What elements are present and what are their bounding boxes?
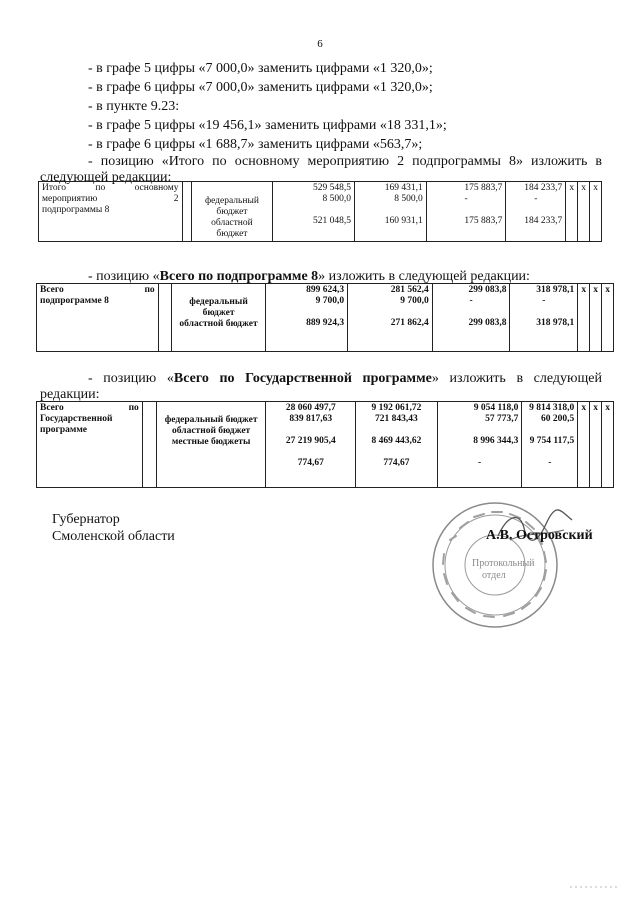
source-cell <box>191 182 273 242</box>
value: 175 883,7 <box>464 183 503 193</box>
value: - <box>464 194 468 204</box>
row-name-line: программе <box>40 425 88 435</box>
value: 9 054 118,0 <box>473 403 519 413</box>
governor-name: А.В. Островский <box>486 528 593 543</box>
x-cell: х <box>578 284 590 352</box>
value: 899 624,3 <box>306 285 345 295</box>
col5-cell <box>273 182 355 242</box>
empty-cell <box>158 284 171 352</box>
value: 281 562,4 <box>390 285 429 295</box>
table-main-event-2 <box>38 181 602 242</box>
governor-title <box>52 511 175 545</box>
col8-cell <box>506 182 566 242</box>
x-cell: х <box>602 402 614 488</box>
row-name-line: подпрограмме 8 <box>40 296 109 306</box>
value: 318 978,1 <box>536 285 575 295</box>
value: 318 978,1 <box>536 318 575 328</box>
intro-line-3: - в пункте 9.23: <box>88 99 180 114</box>
col7-cell <box>437 402 522 488</box>
source-federal: федеральный бюджет <box>189 297 248 318</box>
value: 271 862,4 <box>390 318 429 328</box>
paragraph-2-bold: Всего по подпрограмме 8 <box>159 269 319 284</box>
row-name-line: мероприятию 2 <box>42 194 179 204</box>
source-federal: федеральный бюджет <box>204 196 259 217</box>
col5-cell <box>266 402 356 488</box>
col7-cell <box>432 284 510 352</box>
value: 8 996 344,3 <box>473 436 519 446</box>
row-name-line: Всего по <box>40 285 155 295</box>
value: 8 500,0 <box>394 194 423 204</box>
paragraph-3-line-1 <box>40 371 602 387</box>
table-row <box>37 402 614 488</box>
paragraph-1-line-2: следующей редакции: <box>40 170 172 185</box>
value: - <box>548 458 552 468</box>
value: 721 843,43 <box>375 414 418 424</box>
x-cell: х <box>590 182 602 242</box>
source-cell <box>171 284 266 352</box>
table-subprogram-8 <box>36 283 614 352</box>
value: 175 883,7 <box>464 216 503 226</box>
x-cell: х <box>590 284 602 352</box>
value: - <box>534 194 538 204</box>
intro-line-1: - в графе 5 цифры «7 000,0» заменить цифрами «1 320,0»; <box>88 61 433 76</box>
source-regional: областной бюджет <box>179 319 258 329</box>
value: 60 200,5 <box>540 414 575 424</box>
value: 9 700,0 <box>315 296 345 306</box>
page-number: 6 <box>317 38 323 50</box>
source-local: местные бюджеты <box>171 437 251 447</box>
x-cell: х <box>590 402 602 488</box>
value: 169 431,1 <box>384 183 423 193</box>
value: 9 754 117,5 <box>529 436 575 446</box>
col8-cell <box>510 284 578 352</box>
footer-dotted-line <box>570 885 620 889</box>
col6-cell <box>356 402 438 488</box>
row-name-line: Всего по <box>40 403 139 413</box>
paragraph-3-bold: Всего по Государственной программе <box>173 371 432 386</box>
paragraph-2-suffix: » изложить в следующей редакции: <box>318 269 530 284</box>
source-cell <box>156 402 266 488</box>
paragraph-1-line-1: - позицию «Итого по основному мероприятию 2 подпрограммы 8» изложить в <box>88 154 602 169</box>
paragraph-2-prefix: - позицию « <box>88 269 160 284</box>
value: 28 060 497,7 <box>285 403 336 413</box>
value: 774,67 <box>297 458 324 468</box>
x-cell: х <box>578 402 590 488</box>
source-regional: областной бюджет <box>172 426 251 436</box>
row-name-cell <box>37 402 143 488</box>
seal-inner-line-1: Протокольный <box>472 558 535 569</box>
value: 8 469 443,62 <box>371 436 422 446</box>
value: - <box>542 296 546 306</box>
row-name-cell <box>39 182 183 242</box>
value: 9 192 061,72 <box>371 403 422 413</box>
paragraph-3 <box>40 371 602 403</box>
row-name-line: Итого по основному <box>42 183 179 193</box>
value: 521 048,5 <box>313 216 352 226</box>
row-name-line: подпрограммы 8 <box>42 205 110 215</box>
value: 184 233,7 <box>524 216 563 226</box>
intro-line-2: - в графе 6 цифры «7 000,0» заменить цифрами «1 320,0»; <box>88 80 433 95</box>
x-cell: х <box>578 182 590 242</box>
value: - <box>469 296 473 306</box>
value: 57 773,7 <box>485 414 519 424</box>
paragraph-3-line-2: редакции: <box>40 387 100 402</box>
row-name-line: Государственной <box>40 414 113 424</box>
value: 8 500,0 <box>322 194 352 204</box>
col5-cell <box>266 284 348 352</box>
governor-title-line-2: Смоленской области <box>52 529 175 544</box>
col6-cell <box>348 284 433 352</box>
col8-cell <box>522 402 578 488</box>
x-cell: х <box>566 182 578 242</box>
paragraph-3-prefix: - позицию « <box>88 371 174 386</box>
table-state-program <box>36 401 614 488</box>
table-row <box>39 182 602 242</box>
value: 529 548,5 <box>313 183 352 193</box>
value: 27 219 905,4 <box>285 436 336 446</box>
table-row <box>37 284 614 352</box>
col6-cell <box>355 182 427 242</box>
value: 774,67 <box>383 458 410 468</box>
intro-line-5: - в графе 6 цифры «1 688,7» заменить цифрами «563,7»; <box>88 137 423 152</box>
seal-inner-line-2: отдел <box>482 570 506 581</box>
empty-cell <box>142 402 156 488</box>
x-cell: х <box>602 284 614 352</box>
value: 9 814 318,0 <box>529 403 575 413</box>
value: 160 931,1 <box>384 216 423 226</box>
empty-cell <box>182 182 191 242</box>
row-name-cell <box>37 284 159 352</box>
col7-cell <box>426 182 506 242</box>
intro-line-4: - в графе 5 цифры «19 456,1» заменить цифрами «18 331,1»; <box>88 118 447 133</box>
source-federal: федеральный бюджет <box>164 415 258 425</box>
value: 839 817,63 <box>289 414 333 424</box>
value: 9 700,0 <box>400 296 429 306</box>
value: 889 924,3 <box>306 318 345 328</box>
value: - <box>477 458 482 468</box>
value: 184 233,7 <box>524 183 563 193</box>
paragraph-3-suffix: » изложить в следующей <box>431 371 602 386</box>
governor-title-line-1: Губернатор <box>52 512 120 527</box>
value: 299 083,8 <box>468 318 507 328</box>
source-regional: областной бюджет <box>211 218 253 239</box>
value: 299 083,8 <box>468 285 507 295</box>
